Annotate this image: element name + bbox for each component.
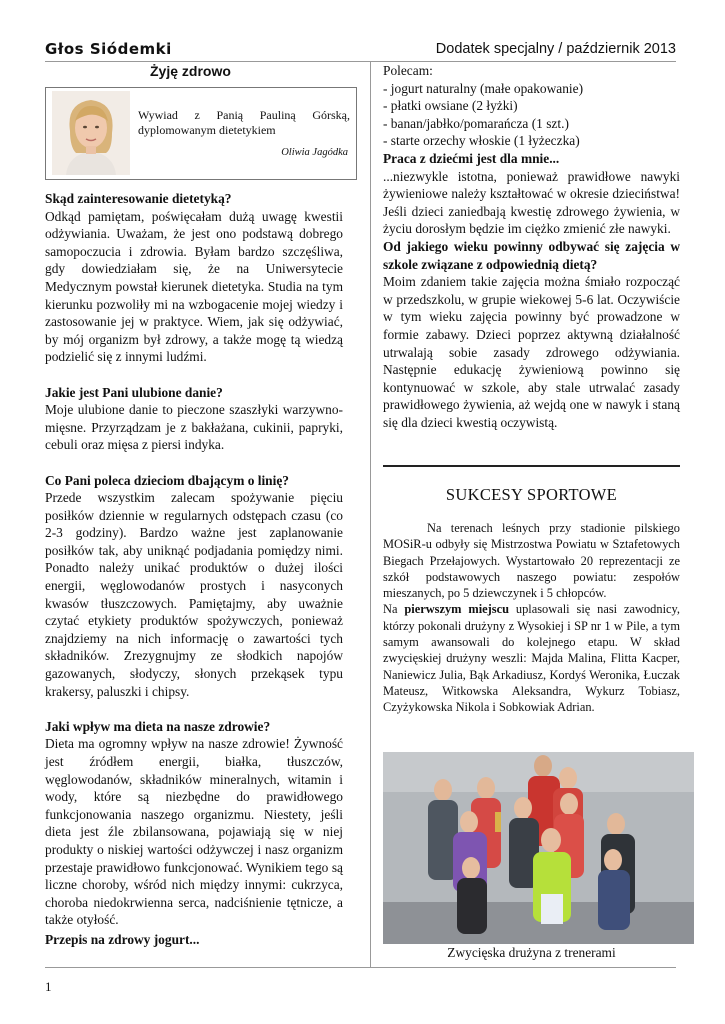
newspaper-title: Głos Siódemki [45, 40, 172, 58]
question-3: Co Pani poleca dzieciom dbającym o linię? [45, 472, 289, 488]
footer-rule [45, 967, 676, 968]
recipe-item: - banan/jabłko/pomarańcza (1 szt.) [383, 115, 569, 131]
author-name: Oliwia Jagódka [281, 147, 348, 158]
answer-4: Dieta ma ogromny wpływ na nasze zdrowie! Żywność jest źródłem energii, białka, tłuszczów, węglowodanów, składników mineralnych, witamin i wody, które są niezbędne do prawidłowego funkcjonowania naszego organizmu. Niestety, jeśli dieta jest źle zbilansowana, pojawiają się w niej produkty o niskiej wartości odżywczej i nasz organizm przestaje prawidłowo funkcjonować. Wynikiem tego są liczne choroby, wśród nich między innymi: cukrzyca, choroba niedokrwienna serca, nadciśnienie tętnicze, a także otyłość. [45, 736, 343, 928]
question-5: Praca z dziećmi jest dla mnie... [383, 150, 560, 166]
recipe-item: - jogurt naturalny (małe opakowanie) [383, 80, 584, 96]
interview-intro-box [45, 87, 357, 180]
answer-1: Odkąd pamiętam, poświęcałam dużą uwagę kwestii odżywiania. Uważam, że jest ono podstawą dobrego samopoczucia i zdrowia. Byłam bardzo szczęśliwa, gdy dowiedziałam się, że na Uniwersytecie Medycznym powstał kierunek dietetyka. Studia na tym kierunku pozwoliły mi na wzbogacenie mojej wiedzy i zastosowanie jej w praktyce. Wiem, jak się odżywiać, by mój organizm był zdrowy, a także mogę tą wiedzą podzielić się z innymi ludźmi. [45, 208, 343, 365]
left-column [45, 190, 343, 949]
sport-section-title: SUKCESY SPORTOWE [445, 485, 618, 504]
question-4: Jaki wpływ ma dieta na nasze zdrowie? [45, 718, 271, 734]
issue-label: Dodatek specjalny / październik 2013 [435, 41, 676, 57]
section-title: Żyję zdrowo [150, 63, 231, 79]
answer-3: Przede wszystkim zalecam spożywanie pięciu posiłków dziennie w regularnych odstępach czasu (co 2-3 godziny). Bardzo ważne jest zaplanowanie posiłków tak, aby uniknąć podjadania pomiędzy nimi. Ponadto należy unikać produktów o dużej ilości energii, węglowodanów prostych i nasyconych kwasów tłuszczowych. Pamiętajmy, aby uważnie czytać etykiety produktów spożywczych, ponieważ znajdziemy na nich informację o zawartości tych składników. Zrezygnujmy ze słodkich napojów gazowanych, słodyczy, słonych przekąsek typu krakersy, paluszki i chipsy. [45, 490, 343, 699]
dietitian-photo [52, 91, 130, 175]
sport-article [383, 520, 680, 716]
answer-6: Moim zdaniem takie zajęcia można śmiało rozpocząć w przedszkolu, w grupie wiekowej 5-6 lat. Oczywiście w tym wieku zajęcia powinny być prowadzone w formie zabawy. Dzieci poprzez aktywną działalność utrwalają sobie zasady zdrowego odżywiania. Następnie edukację żywieniową powinno się kontynuować w szkole, aby stale utrwalać zasady prawidłowego żywienia, aż wejdą one w nawyk i staną się dla dzieci kwestią oczywistą. [383, 274, 680, 430]
answer-5: ...niezwykle istotna, ponieważ prawidłowe nawyki żywieniowe należy kształtować w okresie dzieciństwa! Jeśli dzieci zaniedbają kwestię zdrowego żywienia, w życiu dorosłym będzie im ciężko zmienić złe nawyki. [383, 168, 680, 237]
interview-intro: Wywiad z Panią Pauliną Górską, dyplomowanym dietetykiem [138, 108, 350, 137]
team-photo [383, 752, 694, 944]
photo-caption: Zwycięska drużyna z trenerami [447, 945, 616, 960]
question-6: Od jakiego wieku powinny odbywać się zajęcia w szkole związane z odpowiednią dietą? [383, 238, 680, 272]
sport-paragraph-2: Na pierwszym miejscu uplasowali się nasi zawodnicy, którzy pokonali drużyny z Wysokiej i SP nr 1 w Pile, a tym samym awansowali do kolejnego etapu. W skład zwycięskiej drużyny weszli: Majda Malina, Flitta Kacper, Naniewicz Julia, Bąk Arkadiusz, Kordyś Weronika, Łuczak Mateusz, Witkowska Aleksandra, Wykurz Tobiasz, Czyżykowska Nikola i Sobkowiak Adrian. [383, 602, 680, 715]
question-1: Skąd zainteresowanie dietetyką? [45, 191, 232, 206]
recipe-intro: Polecam: [383, 63, 433, 78]
sport-paragraph-1: Na terenach leśnych przy stadionie pilskiego MOSiR-u odbyły się Mistrzostwa Powiatu w Sztafetowych Biegach Przełajowych. Wystartowało 20 reprezentacji ze szkół podstawowych naszego powiatu: zespołów mieszanych, po 5 dziewczynek i 5 chłopców. [383, 521, 680, 601]
answer-2: Moje ulubione danie to pieczone szaszłyki warzywno-mięsne. Przyrządzam je z bakłażana, cukinii, papryki, cebuli oraz mięsa z piersi indyka. [45, 402, 343, 453]
question-2: Jakie jest Pani ulubione danie? [45, 384, 223, 400]
right-column [383, 62, 680, 431]
column-divider [370, 62, 371, 967]
recipe-title: Przepis na zdrowy jogurt... [45, 931, 200, 947]
first-place-highlight: pierwszym miejscu [404, 602, 509, 617]
recipe-item: - starte orzechy włoskie (1 łyżeczka) [383, 133, 580, 149]
recipe-item: - płatki owsiane (2 łyżki) [383, 98, 518, 114]
section-separator [383, 465, 680, 467]
page-number: 1 [45, 979, 52, 994]
